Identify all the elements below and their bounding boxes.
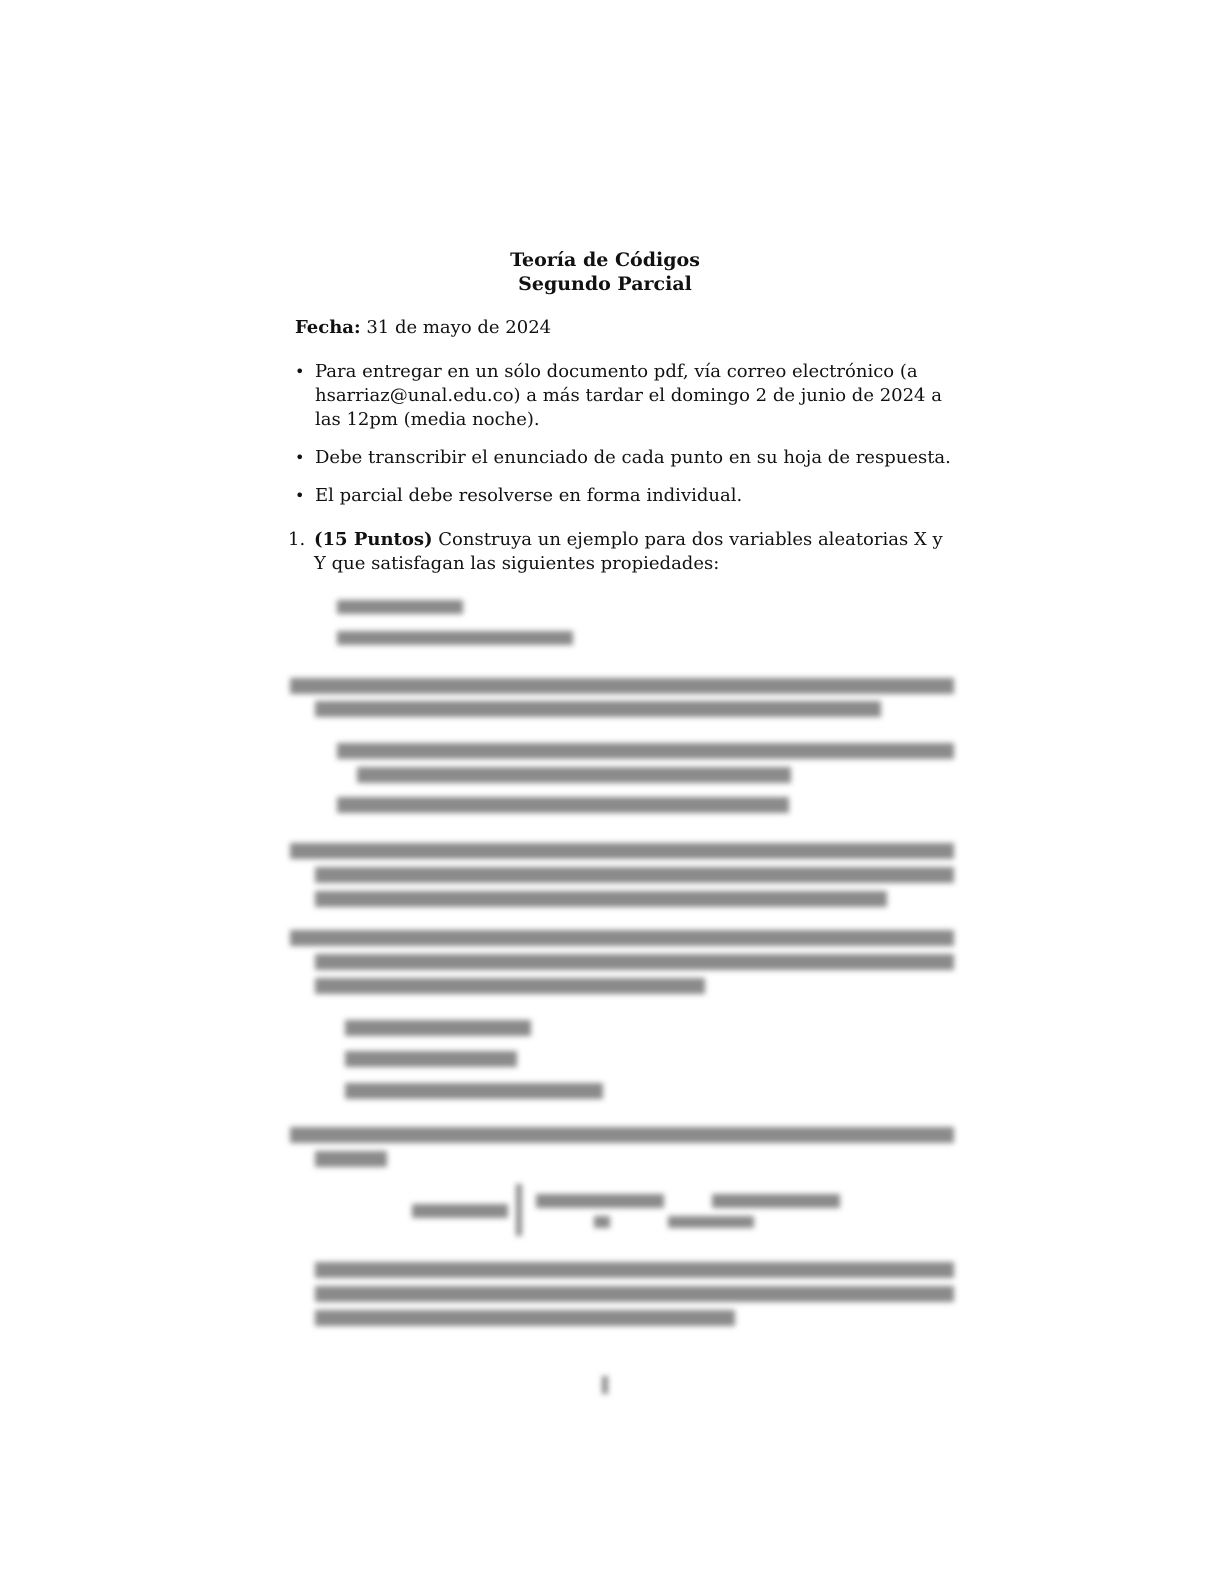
date-label: Fecha: [295, 317, 361, 338]
document-subtitle: Segundo Parcial [518, 273, 692, 295]
problem-text: Construya un ejemplo para dos variables aleatorias X y Y que satisfagan las siguientes propiedades: [314, 529, 943, 574]
instruction-text: Debe transcribir el enunciado de cada punto en su hoja de respuesta. [315, 447, 951, 468]
bullet-icon: • [295, 486, 305, 505]
problem-points: (15 Puntos) [314, 529, 433, 550]
document-title: Teoría de Códigos [510, 249, 700, 271]
instruction-text: Para entregar en un sólo documento pdf, vía correo electrónico (a hsarriaz@unal.edu.co) a más tardar el domingo 2 de junio de 2024 a las 12pm (media noche). [315, 361, 942, 430]
bullet-icon: • [295, 448, 305, 467]
problem-number: 1. [288, 529, 306, 550]
bullet-icon: • [295, 362, 305, 381]
date-value: 31 de mayo de 2024 [366, 317, 552, 338]
instruction-text: El parcial debe resolverse en forma individual. [315, 485, 743, 506]
